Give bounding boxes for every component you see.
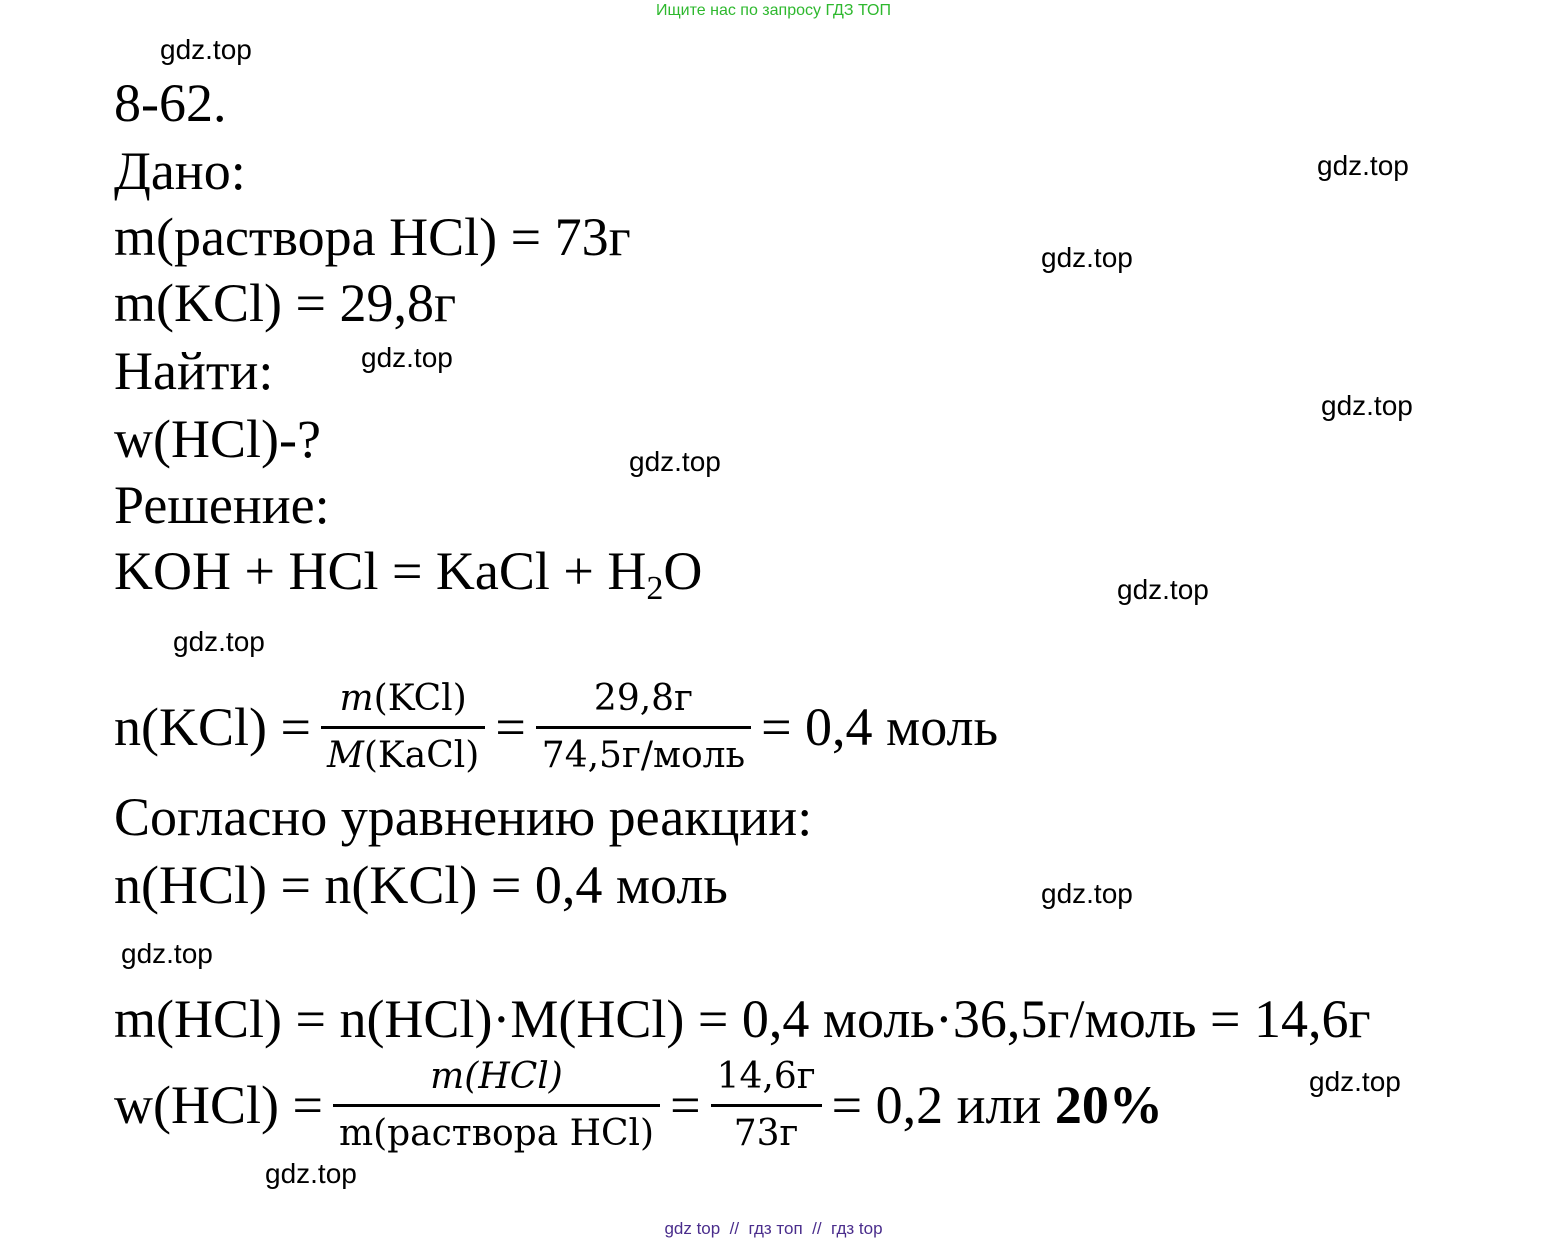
n-hcl-formula: n(HCl) = n(KCl) = 0,4 моль	[114, 855, 728, 915]
watermark: gdz.top	[173, 626, 265, 657]
fraction-bar	[711, 1104, 822, 1107]
fraction-values: $\frac{14,6г}{73г}$	[711, 1056, 822, 1154]
fraction-mass-over-solution: $\frac{\text{m(HCl)}}{\text{m(раствора HCl)}}$	[333, 1056, 660, 1154]
fraction-values: $\frac{29,8г}{\text{74,5г/моль}}$	[536, 678, 751, 776]
final-answer: 20%	[1054, 1075, 1163, 1135]
watermark: gdz.top	[1117, 574, 1209, 605]
reaction-equation: KOH + HCl = KaCl + $H_2O$	[114, 541, 703, 607]
watermark: gdz.top	[361, 342, 453, 373]
footer-links[interactable]: gdz top // гдз топ // гдз top	[664, 1219, 883, 1238]
watermark: gdz.top	[121, 938, 213, 969]
fraction-mass-over-molar: $\frac{\text{m(KCl)}}{\text{M(KaCl)}}$	[321, 678, 485, 776]
fraction-bar	[333, 1104, 660, 1107]
given-label: Дано:	[114, 141, 246, 201]
w-hcl-formula: w(HCl) = $\frac{\text{m(HCl)}}{\text{m(раствора HCl)}}$ = $\frac{14,6г}{73г}$ = 0,2 или 20%	[114, 1056, 1163, 1154]
watermark: gdz.top	[265, 1158, 357, 1189]
solution-label: Решение:	[114, 475, 330, 535]
fraction-bar	[536, 726, 751, 729]
watermark: gdz.top	[629, 446, 721, 477]
watermark: gdz.top	[1041, 242, 1133, 273]
find-label: Найти:	[114, 341, 274, 401]
subscript-2: 2	[646, 570, 664, 607]
watermark: gdz.top	[1321, 390, 1413, 421]
fraction-bar	[321, 726, 485, 729]
watermark: gdz.top	[1317, 150, 1409, 181]
watermark: gdz.top	[160, 34, 252, 65]
given-solution-mass: m(раствора HCl) = 73г	[114, 207, 631, 267]
find-value: w(HCl)-?	[114, 409, 321, 469]
given-kcl-mass: m(KCl) = 29,8г	[114, 273, 457, 333]
watermark: gdz.top	[1041, 878, 1133, 909]
watermark: gdz.top	[1309, 1066, 1401, 1097]
n-kcl-formula: n(KCl) = $\frac{\text{m(KCl)}}{\text{M(KaCl)}}$ = $\frac{29,8г}{\text{74,5г/моль}}$ = 0,4 моль	[114, 678, 999, 776]
m-hcl-formula: m(HCl) = n(HCl)·M(HCl) = 0,4 моль·36,5г/моль = 14,6г	[114, 989, 1371, 1049]
search-banner: Ищите нас по запросу ГДЗ ТОП	[656, 2, 891, 19]
according-label: Согласно уравнению реакции:	[114, 787, 813, 847]
problem-number: 8-62.	[114, 73, 227, 133]
